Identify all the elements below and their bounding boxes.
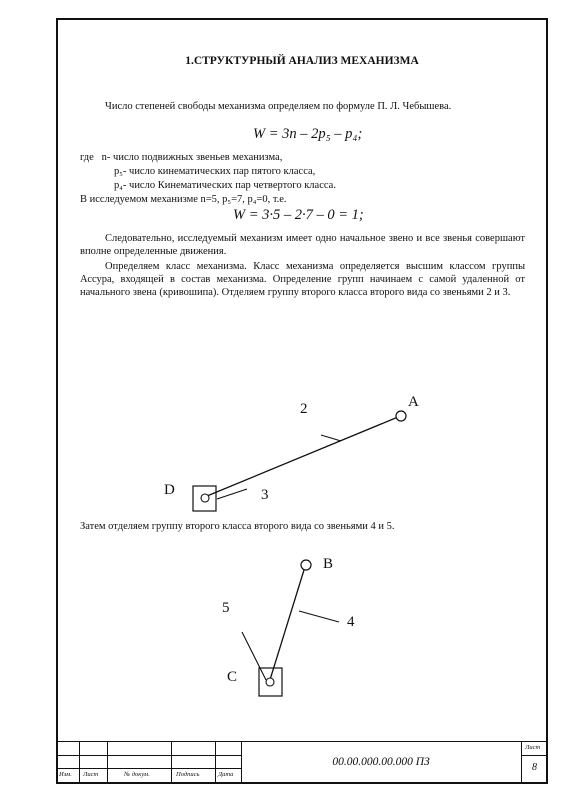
label-c: C: [227, 669, 238, 685]
section-title: 1.СТРУКТУРНЫЙ АНАЛИЗ МЕХАНИЗМА: [185, 55, 419, 67]
definition-p5: p₅- число кинематических пар пятого класса,: [114, 166, 316, 177]
definition-n: [80, 151, 525, 164]
stamp-col-list: Лист: [83, 771, 99, 778]
paragraph-class: Определяем класс механизма. Класс механизма определяется высшим классом группы Ассура, входящей в состав механизма. Определение групп начинаем с самой удаленной от начального звена (кривошипа). Отделяем группу второго класса второго вида со звеньями 2 и 3.: [80, 261, 525, 298]
label-link-2: 2: [300, 401, 308, 417]
label-b: B: [323, 556, 334, 572]
link-5-line: [242, 632, 266, 680]
paragraph-next-group: Затем отделяем группу второго класса второго вида со звеньями 4 и 5.: [80, 521, 395, 532]
label-d: D: [164, 482, 175, 498]
document-code: 00.00.000.00.000 ПЗ: [332, 756, 430, 768]
where-label: где: [80, 152, 94, 163]
link-2-line: [207, 417, 398, 496]
formula-degrees-of-freedom: W = 3n – 2p₅ – p₄;: [253, 126, 363, 142]
stamp-col-izm: Изм.: [59, 771, 72, 778]
stamp-col-sign: Подпись: [176, 771, 200, 778]
diagram-group-4-5: [0, 550, 564, 710]
sheet-number: 8: [532, 762, 537, 773]
paragraph-consequence: Следовательно, исследуемый механизм имеет одно начальное звено и все звенья совершают вполне определенные движения.: [80, 233, 525, 257]
definition-n-text: n- число подвижных звеньев механизма,: [101, 152, 283, 163]
investigated-values: В исследуемом механизме n=5, p₅=7, p₄=0, т.е.: [80, 194, 287, 205]
joint-c: [266, 678, 274, 686]
joint-b: [301, 560, 311, 570]
paragraph-intro: Число степеней свободы механизма определяем по формуле П. Л. Чебышева.: [105, 101, 452, 112]
definition-p4: p₄- число Кинематических пар четвертого класса.: [114, 180, 336, 191]
label-link-5: 5: [222, 600, 230, 616]
link-4-line: [269, 570, 304, 683]
label-link-3: 3: [261, 487, 269, 503]
label-link-4: 4: [347, 614, 355, 630]
leader-4: [299, 611, 339, 622]
joint-a: [396, 411, 406, 421]
formula-computed: W = 3·5 – 2·7 – 0 = 1;: [233, 207, 364, 223]
stamp-col-doc: № докум.: [124, 771, 150, 778]
stamp-col-date: Дата: [218, 771, 234, 778]
label-a: A: [408, 394, 419, 410]
joint-d: [201, 494, 209, 502]
sheet-label: Лист: [525, 744, 541, 751]
leader-2: [321, 435, 341, 441]
diagram-group-2-3: [0, 380, 564, 520]
